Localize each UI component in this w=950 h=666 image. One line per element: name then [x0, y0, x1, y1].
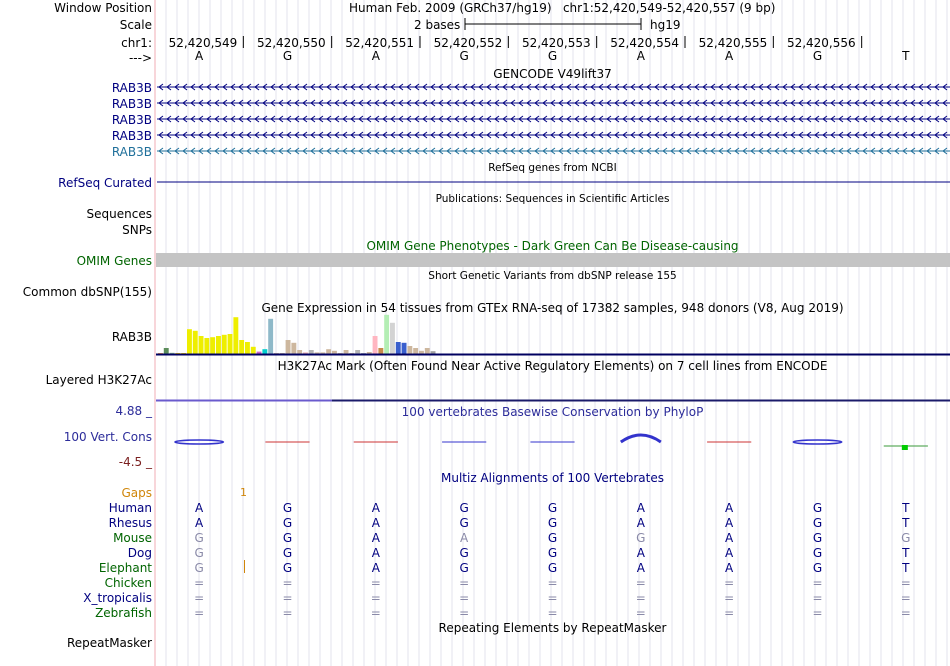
gtex-bar [262, 349, 267, 354]
multiz-base: = [282, 576, 293, 590]
ruler-base: A [195, 49, 204, 63]
gtex-bar [228, 334, 233, 354]
gtex-bar [164, 348, 169, 354]
multiz-base: A [636, 546, 645, 560]
multiz-base: = [194, 591, 205, 605]
phylop-track-title[interactable]: 100 vertebrates Basewise Conservation by PhyloP [401, 405, 704, 419]
ruler-base: G [282, 49, 293, 63]
ruler-position: 52,420,556 [786, 36, 856, 50]
scale-label: Scale [119, 18, 152, 32]
multiz-base: G [636, 531, 646, 545]
multiz-base: = [282, 591, 293, 605]
multiz-base: = [635, 576, 646, 590]
dbsnp-track-title[interactable]: Short Genetic Variants from dbSNP release 155 [428, 270, 677, 282]
ruler-position: 52,420,552 [433, 36, 503, 50]
multiz-base: G [459, 501, 469, 515]
multiz-base: = [459, 576, 470, 590]
multiz-base: G [547, 516, 558, 530]
multiz-base: = [459, 591, 470, 605]
gtex-bar [239, 340, 244, 354]
multiz-base: G [547, 501, 558, 515]
multiz-base: T [902, 501, 910, 515]
gtex-bar [216, 336, 221, 354]
h3k27ac-track-label[interactable]: Layered H3K27Ac [45, 373, 152, 387]
multiz-species-label: Rhesus [108, 516, 152, 530]
gtex-bar [245, 342, 250, 354]
multiz-base: G [282, 531, 293, 545]
multiz-base: = [547, 606, 558, 620]
multiz-base: A [725, 501, 734, 515]
ruler-base: A [725, 49, 734, 63]
multiz-base: G [282, 546, 293, 560]
ruler-base: G [459, 49, 469, 63]
multiz-base: A [371, 546, 380, 560]
multiz-base: = [724, 576, 735, 590]
ruler-position: 52,420,555 [698, 36, 768, 50]
multiz-base: G [812, 501, 823, 515]
multiz-base: G [459, 546, 469, 560]
multiz-base: A [636, 501, 645, 515]
gtex-bar [402, 343, 407, 354]
gtex-bar [309, 350, 314, 354]
multiz-base: = [812, 591, 823, 605]
multiz-base: A [725, 561, 734, 575]
omim-track-label[interactable]: OMIM Genes [76, 254, 152, 268]
multiz-base: A [371, 531, 380, 545]
multiz-base: = [194, 576, 205, 590]
multiz-species-label: Elephant [98, 561, 152, 575]
multiz-base: T [902, 516, 910, 530]
multiz-base: A [725, 546, 734, 560]
gtex-bar [373, 336, 378, 354]
phylop-track-label[interactable]: 100 Vert. Cons [63, 430, 152, 444]
multiz-base: A [636, 561, 645, 575]
gencode-gene-label[interactable]: RAB3B [111, 113, 152, 127]
gtex-bar [378, 348, 383, 354]
multiz-base: = [547, 576, 558, 590]
multiz-base: A [725, 516, 734, 530]
multiz-base: A [725, 531, 734, 545]
omim-track-title[interactable]: OMIM Gene Phenotypes - Dark Green Can Be Disease-causing [366, 239, 739, 253]
chrom-label: chr1: [121, 36, 152, 50]
refseq-track-label[interactable]: RefSeq Curated [58, 176, 152, 190]
gtex-bar [251, 347, 256, 354]
multiz-base: = [194, 606, 205, 620]
gtex-bar [297, 350, 302, 354]
multiz-base: G [812, 546, 823, 560]
gtex-bar [222, 335, 227, 354]
ruler-base: T [902, 49, 910, 63]
multiz-gap-marker: 1 [240, 486, 247, 499]
gencode-track-title[interactable]: GENCODE V49lift37 [493, 67, 612, 81]
scale-assembly: hg19 [650, 18, 681, 32]
window-position-value: Human Feb. 2009 (GRCh37/hg19) chr1:52,420,549-52,420,557 (9 bp) [349, 1, 776, 15]
multiz-base: = [724, 591, 735, 605]
dbsnp-track-label[interactable]: Common dbSNP(155) [22, 285, 152, 299]
multiz-base: A [195, 516, 204, 530]
h3k27ac-track-title[interactable]: H3K27Ac Mark (Often Found Near Active Regulatory Elements) on 7 cell lines from ENCODE [277, 359, 828, 373]
multiz-base: G [282, 516, 293, 530]
multiz-base: G [547, 531, 558, 545]
gtex-bars [158, 315, 436, 354]
gtex-bar [210, 337, 215, 354]
multiz-base: T [902, 561, 910, 575]
multiz-base: T [902, 546, 910, 560]
gtex-bar [425, 348, 430, 354]
multiz-base: = [370, 606, 381, 620]
multiz-species-label: Chicken [104, 576, 152, 590]
gencode-gene-label[interactable]: RAB3B [111, 97, 152, 111]
publications-track-title[interactable]: Publications: Sequences in Scientific Articles [435, 193, 670, 205]
phylop-mark [621, 435, 661, 442]
multiz-base: = [900, 576, 911, 590]
gtex-bar [199, 336, 204, 354]
gtex-bar [233, 317, 238, 354]
ruler-position: 52,420,551 [345, 36, 414, 50]
multiz-base: = [459, 606, 470, 620]
gtex-track-label[interactable]: RAB3B [111, 330, 152, 344]
repeatmasker-track-title[interactable]: Repeating Elements by RepeatMasker [438, 621, 667, 635]
multiz-base: G [194, 546, 204, 560]
multiz-base: = [812, 576, 823, 590]
multiz-base: G [459, 516, 469, 530]
multiz-base: = [370, 591, 381, 605]
multiz-base: G [194, 531, 204, 545]
gencode-gene-label[interactable]: RAB3B [111, 81, 152, 95]
ruler-position: 52,420,554 [610, 36, 679, 50]
ruler-base: G [547, 49, 558, 63]
multiz-base: G [282, 501, 293, 515]
gtex-bar [407, 346, 412, 354]
phylop-min-label: -4.5 _ [118, 455, 152, 469]
gtex-bar [413, 348, 418, 354]
multiz-track-title[interactable]: Multiz Alignments of 100 Vertebrates [440, 471, 665, 485]
gencode-gene-label[interactable]: RAB3B [111, 129, 152, 143]
gtex-bar [187, 329, 192, 354]
strand-label: ---> [128, 51, 152, 65]
multiz-base: = [547, 591, 558, 605]
multiz-base: G [812, 561, 823, 575]
multiz-base: A [371, 561, 380, 575]
ruler-position: 52,420,550 [256, 36, 326, 50]
multiz-base: G [812, 516, 823, 530]
multiz-base: G [547, 561, 558, 575]
scale-text: 2 bases [414, 18, 461, 32]
multiz-gaps-label: Gaps [121, 486, 152, 500]
multiz-base: = [900, 606, 911, 620]
window-position-label: Window Position [54, 1, 152, 15]
multiz-base: G [282, 561, 293, 575]
multiz-species-label: Zebrafish [95, 606, 152, 620]
snps-track-label[interactable]: SNPs [122, 223, 152, 237]
ruler-position: 52,420,549 [168, 36, 238, 50]
multiz-base: = [635, 591, 646, 605]
multiz-base: A [371, 516, 380, 530]
multiz-species-label: X_tropicalis [83, 591, 152, 605]
ruler-base: A [636, 49, 645, 63]
multiz-base: A [460, 531, 469, 545]
gtex-bar [390, 323, 395, 354]
omim-bar [156, 253, 950, 267]
multiz-base: = [812, 606, 823, 620]
gtex-bar [286, 340, 291, 354]
multiz-base: A [636, 516, 645, 530]
multiz-base: = [370, 576, 381, 590]
gtex-bar [204, 338, 209, 354]
multiz-base: = [282, 606, 293, 620]
multiz-base: G [812, 531, 823, 545]
multiz-base: G [459, 561, 469, 575]
ruler-base: G [812, 49, 823, 63]
phylop-max-label: 4.88 _ [115, 404, 152, 418]
multiz-base: A [371, 501, 380, 515]
multiz-species-label: Mouse [113, 531, 152, 545]
gtex-bar [291, 343, 296, 354]
gtex-bar [268, 319, 273, 354]
multiz-species-label: Dog [127, 546, 152, 560]
gtex-bar [355, 350, 360, 354]
repeatmasker-track-label[interactable]: RepeatMasker [66, 636, 152, 650]
gtex-bar [193, 331, 198, 354]
publications-track-label[interactable]: Sequences [86, 207, 152, 221]
gtex-bar [384, 315, 389, 354]
multiz-base: A [195, 501, 204, 515]
multiz-base: G [901, 531, 911, 545]
multiz-base: = [900, 591, 911, 605]
ruler-base: A [371, 49, 380, 63]
phylop-mark [793, 440, 842, 444]
refseq-track-title[interactable]: RefSeq genes from NCBI [488, 162, 617, 174]
multiz-base: G [194, 561, 204, 575]
phylop-mark [902, 445, 908, 450]
multiz-base: G [547, 546, 558, 560]
gtex-bar [344, 350, 349, 354]
gtex-bar [326, 349, 331, 354]
multiz-base: = [724, 606, 735, 620]
gtex-bar [396, 342, 401, 354]
ruler-position: 52,420,553 [521, 36, 591, 50]
gencode-gene-label[interactable]: RAB3B [111, 145, 152, 159]
gtex-track-title[interactable]: Gene Expression in 54 tissues from GTEx RNA-seq of 17382 samples, 948 donors (V8, Aug 2019) [261, 301, 844, 315]
multiz-base: = [635, 606, 646, 620]
multiz-species-label: Human [108, 501, 152, 515]
